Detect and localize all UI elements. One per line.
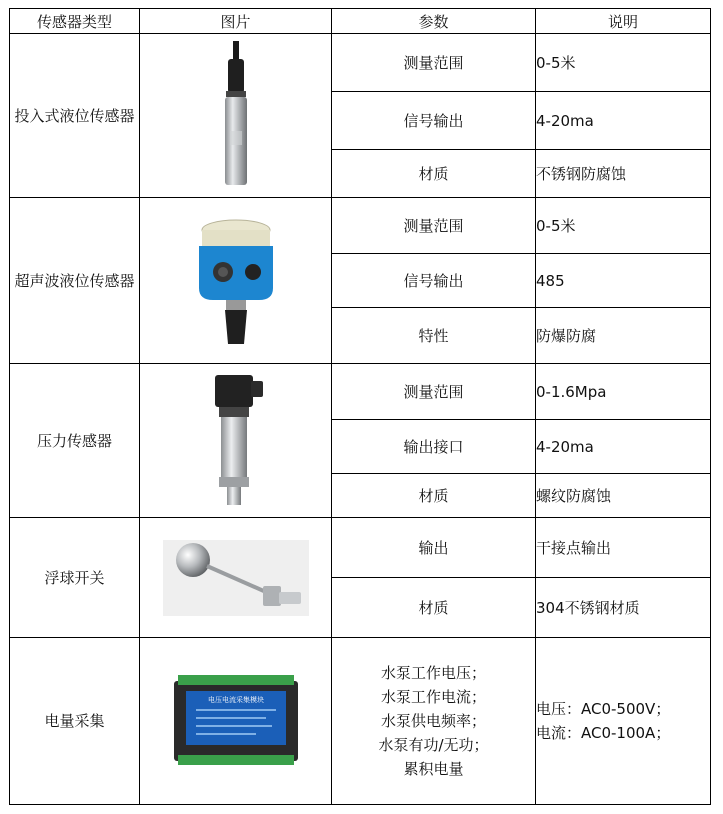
- table-row: [10, 364, 711, 420]
- param-value: 不锈钢防腐蚀: [536, 150, 711, 198]
- param-line: 水泵工作电压；: [380, 664, 486, 682]
- sensor-table: [9, 8, 711, 805]
- table-row: [10, 518, 711, 578]
- sensor-image-cell: [140, 34, 332, 198]
- sensor-image-cell: [140, 518, 332, 638]
- param-multi-cell: [332, 638, 536, 805]
- param-label: 特性: [332, 308, 536, 364]
- header-image: 图片: [140, 9, 332, 34]
- sensor-type-cell: 投入式液位传感器: [10, 34, 140, 198]
- header-param: 参数: [332, 9, 536, 34]
- param-label: 信号输出: [332, 254, 536, 308]
- module-label: 电压电流采集模块: [207, 696, 264, 704]
- sensor-image-cell: [140, 198, 332, 364]
- param-value: 485: [536, 254, 711, 308]
- header-desc: 说明: [536, 9, 711, 34]
- param-label: 材质: [332, 474, 536, 518]
- sensor-type-cell: 电量采集: [10, 638, 140, 805]
- param-label: 测量范围: [332, 34, 536, 92]
- param-value: 0-5米: [536, 34, 711, 92]
- submersible-level-sensor-icon: [206, 41, 266, 191]
- param-value: 304不锈钢材质: [536, 578, 711, 638]
- sensor-image-cell: [140, 364, 332, 518]
- header-type: 传感器类型: [10, 9, 140, 34]
- param-label: 材质: [332, 150, 536, 198]
- sensor-image-cell: [140, 638, 332, 805]
- table-row: [10, 638, 711, 805]
- param-value: 防爆防腐: [536, 308, 711, 364]
- param-line: 水泵供电频率；: [380, 712, 486, 730]
- desc-line: 电流：AC0-100A；: [536, 724, 671, 742]
- param-value: 干接点输出: [536, 518, 711, 578]
- header-row: [10, 9, 711, 34]
- desc-multi-cell: [536, 638, 711, 805]
- param-label: 测量范围: [332, 198, 536, 254]
- param-label: 材质: [332, 578, 536, 638]
- desc-line: 电压：AC0-500V；: [536, 700, 671, 718]
- param-value: 螺纹防腐蚀: [536, 474, 711, 518]
- param-line: 水泵有功/无功；: [378, 736, 489, 754]
- param-value: 0-1.6Mpa: [536, 364, 711, 420]
- table-row: [10, 34, 711, 92]
- param-line: 累积电量: [403, 760, 464, 778]
- param-value: 4-20ma: [536, 420, 711, 474]
- param-line: 水泵工作电流；: [380, 688, 486, 706]
- sensor-type-cell: 超声波液位传感器: [10, 198, 140, 364]
- pressure-sensor-icon: [201, 373, 271, 508]
- param-value: 0-5米: [536, 198, 711, 254]
- param-label: 信号输出: [332, 92, 536, 150]
- param-label: 输出: [332, 518, 536, 578]
- sensor-type-cell: 压力传感器: [10, 364, 140, 518]
- float-ball-switch-icon: [163, 540, 309, 616]
- power-collection-module-icon: [174, 675, 298, 767]
- ultrasonic-level-sensor-icon: [181, 216, 291, 346]
- param-value: 4-20ma: [536, 92, 711, 150]
- param-label: 输出接口: [332, 420, 536, 474]
- sensor-type-cell: 浮球开关: [10, 518, 140, 638]
- param-label: 测量范围: [332, 364, 536, 420]
- table-row: [10, 198, 711, 254]
